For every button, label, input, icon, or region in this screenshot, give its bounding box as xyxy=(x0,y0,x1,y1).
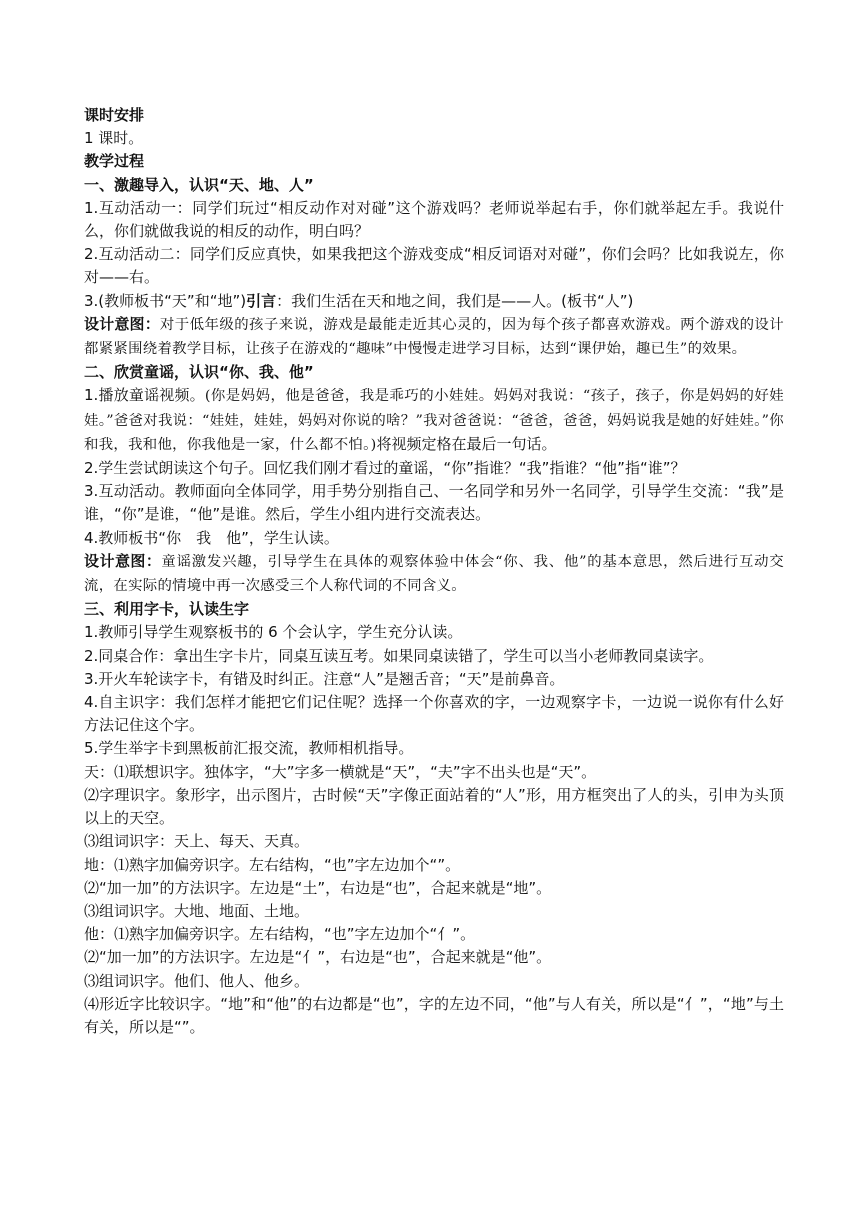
section-3-paragraph-5: 5.学生举字卡到黑板前汇报交流，教师相机指导。 xyxy=(84,739,414,758)
s1-p3-text: ：我们生活在天和地之间，我们是——人。(板书“人”) xyxy=(276,291,634,310)
char-tian-3: ⑶组词识字：天上、每天、天真。 xyxy=(84,832,310,851)
char-ta-1: 他：⑴熟字加偏旁识字。左右结构，“也”字左边加个“亻”。 xyxy=(84,925,476,944)
section-1-design-intent xyxy=(84,313,784,361)
s2-p1-suffix: 将视频定格在最后一句话。 xyxy=(376,434,557,453)
section-3-paragraph-2: 2.同桌合作：拿出生字卡片，同桌互读互考。如果同桌读错了，学生可以当小老师教同桌读字。 xyxy=(84,646,714,665)
s1-intent-label: 设计意图： xyxy=(84,314,160,333)
section-1-paragraph-1: 1.互动活动一：同学们玩过“相反动作对对碰”这个游戏吗？老师说举起右手，你们就举起左手。我说什么，你们就做我说的相反的动作，明白吗？ xyxy=(84,198,784,241)
char-di-1: 地：⑴熟字加偏旁识字。左右结构，“也”字左边加个“”。 xyxy=(84,855,461,874)
section-2-title: 二、欣赏童谣，认识“你、我、他” xyxy=(84,363,314,382)
section-3-paragraph-4: 4.自主识字：我们怎样才能把它们记住呢？选择一个你喜欢的字，一边观察字卡，一边说一说你有什么好方法记住这个字。 xyxy=(84,693,784,735)
s1-p3-label: 引言 xyxy=(246,291,277,310)
section-1-paragraph-3 xyxy=(84,290,784,313)
s2-intent-text: 童谣激发兴趣，引导学生在具体的观察体验中体会“你、我、他”的基本意思，然后进行互动交流，在实际的情境中再一次感受三个人称代词的不同含义。 xyxy=(84,553,784,595)
section-2-paragraph-3: 3.互动活动。教师面向全体同学，用手势分别指自己、一名同学和另外一名同学，引导学生交流：“我”是谁，“你”是谁，“他”是谁。然后，学生小组内进行交流表达。 xyxy=(84,482,784,524)
schedule-text: 1 课时。 xyxy=(84,129,144,148)
char-tian-1: 天：⑴联想识字。独体字，“大”字多一横就是“天”，“夫”字不出头也是“天”。 xyxy=(84,762,597,781)
char-ta-4: ⑷形近字比较识字。“地”和“他”的右边都是“也”，字的左边不同，“他”与人有关，所以是“亻”，“地”与土有关，所以是“”。 xyxy=(84,994,784,1036)
s1-intent-text: 对于低年级的孩子来说，游戏是最能走近其心灵的，因为每个孩子都喜欢游戏。两个游戏的设计都紧紧围绕着教学目标，让孩子在游戏的“趣味”中慢慢走进学习目标，达到“课伊始，趣已生”的效果。 xyxy=(84,316,784,358)
section-3-paragraph-3: 3.开火车轮读字卡，有错及时纠正。注意“人”是翘舌音；“天”是前鼻音。 xyxy=(84,669,565,688)
section-2-paragraph-2: 2.学生尝试朗读这个句子。回忆我们刚才看过的童谣，“你”指谁？“我”指谁？“他”指“谁”？ xyxy=(84,459,686,478)
char-di-3: ⑶组词识字。大地、地面、土地。 xyxy=(84,901,310,920)
s1-p3-prefix: 3.(教师板书“天”和“地”) xyxy=(84,291,247,310)
section-2-design-intent xyxy=(84,550,784,598)
section-3-title: 三、利用字卡，认读生字 xyxy=(84,600,250,619)
char-di-2: ⑵“加一加”的方法识字。左边是“土”，右边是“也”，合起来就是“地”。 xyxy=(84,878,552,897)
schedule-heading: 课时安排 xyxy=(84,106,145,124)
section-1-title: 一、激趣导入，认识“天、地、人” xyxy=(84,175,314,194)
section-2-paragraph-1 xyxy=(84,384,784,457)
char-ta-2: ⑵“加一加”的方法识字。左边是“亻”，右边是“也”，合起来就是“他”。 xyxy=(84,948,552,967)
s2-p1-prefix: 1.播放童谣视频。 xyxy=(84,386,205,405)
section-2-paragraph-4: 4.教师板书“你 我 他”，学生认读。 xyxy=(84,528,339,547)
s2-intent-label: 设计意图： xyxy=(84,551,162,570)
section-3-paragraph-1: 1.教师引导学生观察板书的 6 个会认字，学生充分认读。 xyxy=(84,623,463,642)
s2-p1-rhyme: (你是妈妈，他是爸爸，我是乖巧的小娃娃。妈妈对我说：“孩子，孩子，你是妈妈的好娃娃。”爸爸对我说：“娃娃，娃娃，妈妈对你说的啥？”我对爸爸说：“爸爸，爸爸，妈妈说我是她的好娃娃。”你和我，我和他，你我他是一家，什么都不怕。) xyxy=(84,388,784,453)
process-heading: 教学过程 xyxy=(84,152,145,171)
char-tian-2: ⑵字理识字。象形字，出示图片，古时候“天”字像正面站着的“人”形，用方框突出了人的头，引申为头顶以上的天空。 xyxy=(84,785,784,828)
document-page xyxy=(84,104,784,1039)
char-ta-3: ⑶组词识字。他们、他人、他乡。 xyxy=(84,971,310,990)
section-1-paragraph-2: 2.互动活动二：同学们反应真快，如果我把这个游戏变成“相反词语对对碰”，你们会吗？比如我说左，你对——右。 xyxy=(84,245,784,287)
